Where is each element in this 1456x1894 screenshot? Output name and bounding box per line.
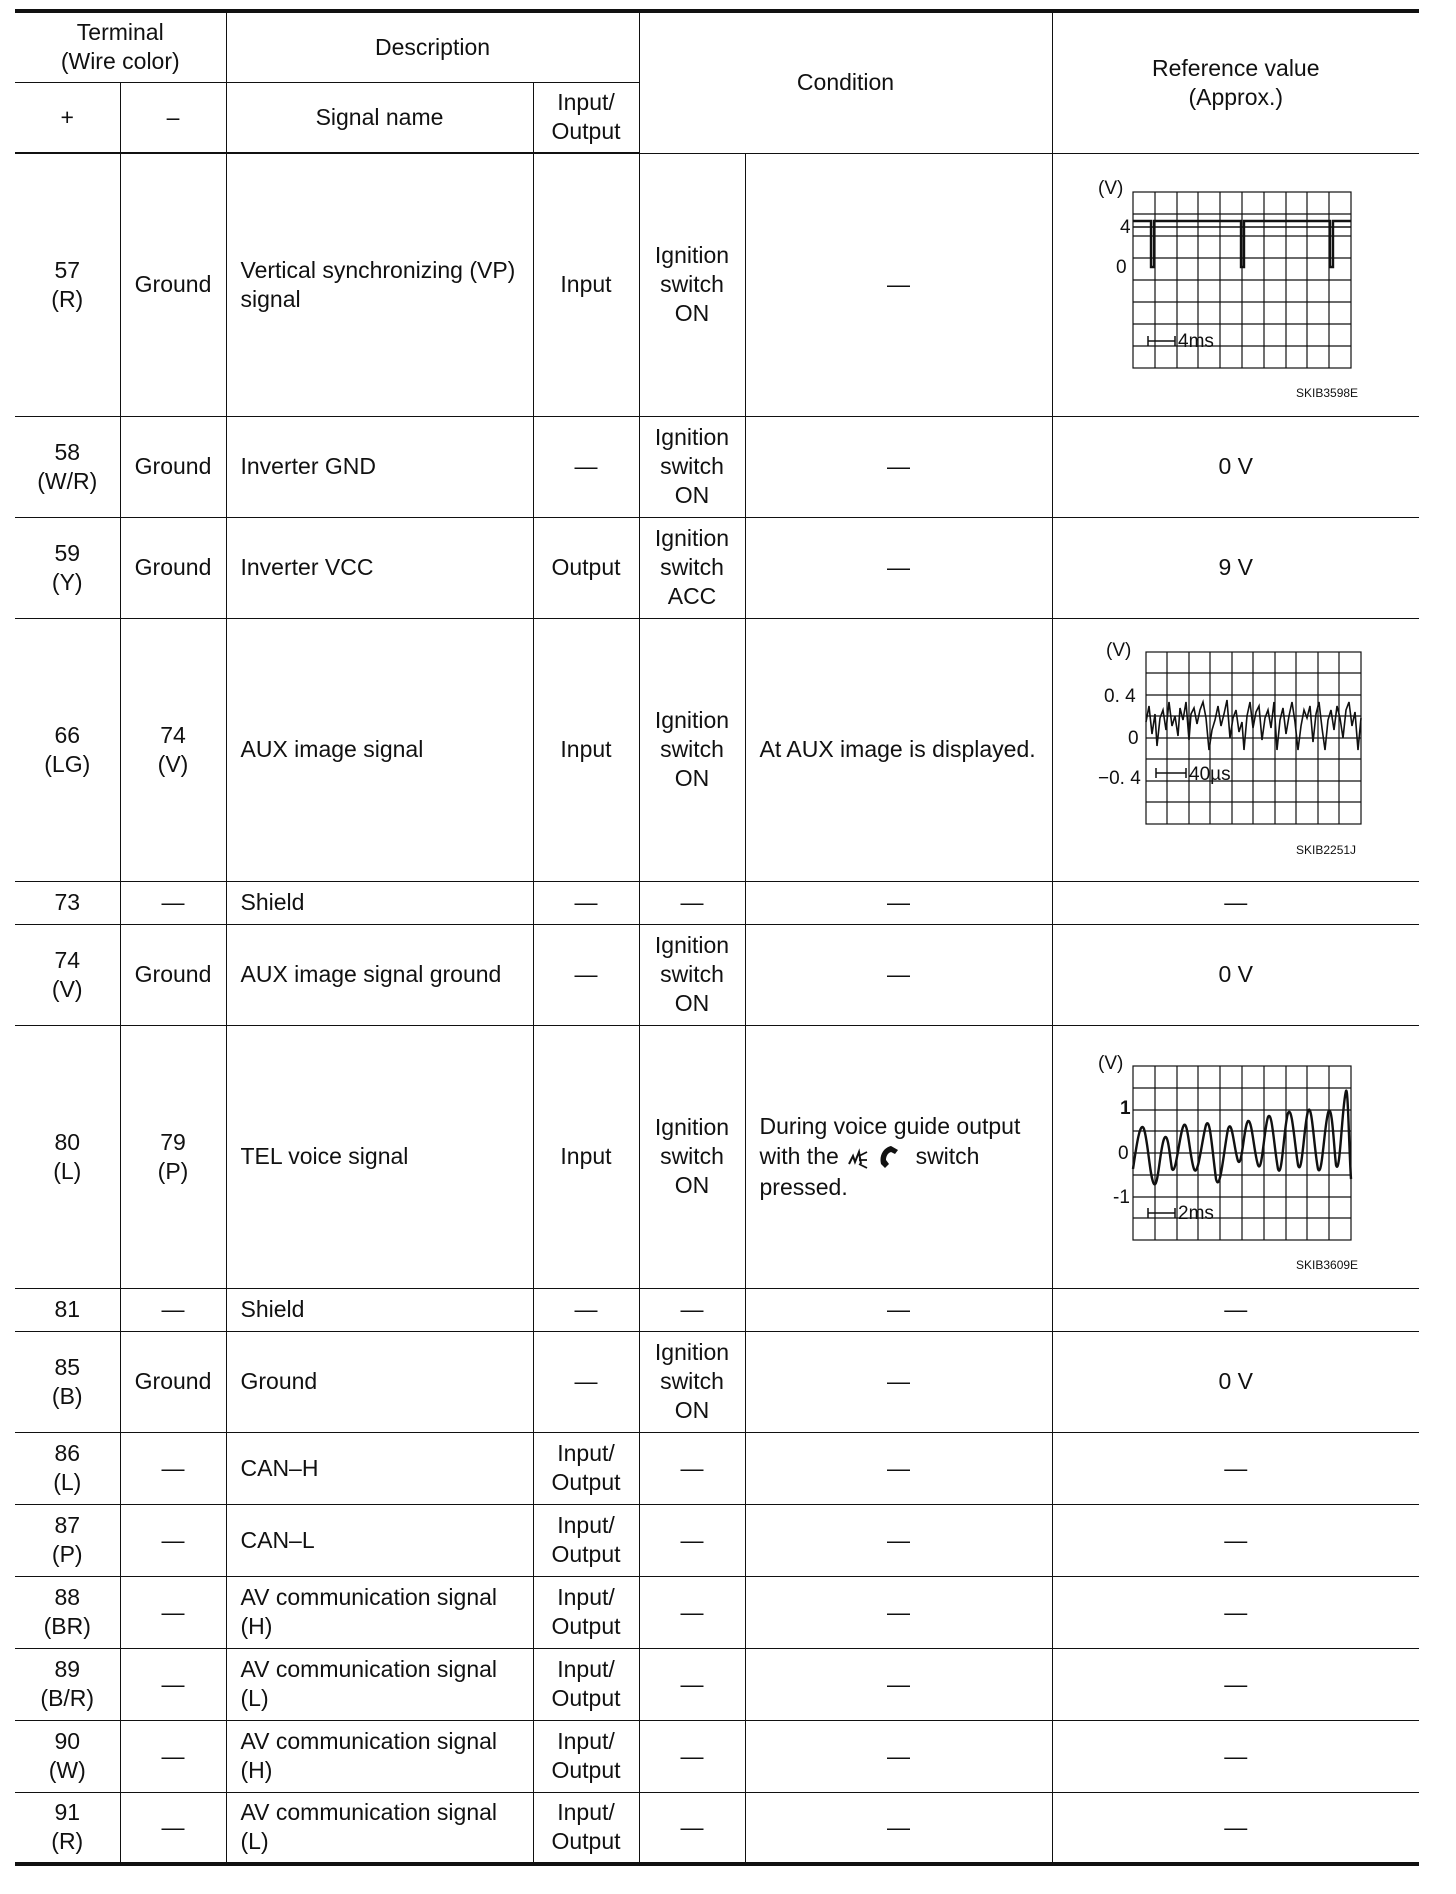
vp-waveform (1056, 157, 1416, 412)
negative-cell (120, 618, 226, 881)
signal-name-2: signal (240, 285, 301, 312)
negative-cell: — (120, 1720, 226, 1792)
wire-color: (P) (51, 1541, 83, 1567)
terminal-cell (15, 1331, 120, 1432)
voice-phone-switch-icon (845, 1142, 909, 1172)
terminal-table (15, 9, 1419, 1866)
aux-time-label: 40µs (1188, 764, 1231, 785)
vp-time-label: 4ms (1177, 331, 1214, 352)
cond-line2: switch (660, 1368, 724, 1394)
cond-line2: switch (660, 554, 724, 580)
terminal-cell: 73 (15, 881, 120, 924)
condition-detail-cell: At AUX image is displayed. (745, 618, 1052, 881)
io-header-line2: Output (551, 118, 621, 145)
signal-name-cell: TEL voice signal (226, 1025, 533, 1288)
terminal-cell (15, 618, 120, 881)
signal-name: AV communication signal (240, 1656, 498, 1682)
approx-label: (Approx.) (1188, 83, 1284, 110)
terminal-header (15, 11, 226, 82)
io-cell: — (533, 416, 639, 517)
reference-value-cell: 9 V (1052, 517, 1419, 618)
terminal-number: 74 (54, 946, 81, 973)
io-cell (533, 1504, 639, 1576)
wire-color: (R) (51, 1828, 84, 1855)
terminal-number: 90 (54, 1728, 81, 1754)
condition-detail-cell: — (745, 153, 1052, 416)
negative-cell: — (120, 1792, 226, 1864)
condition-detail-cell: — (745, 1288, 1052, 1331)
wire-color: (V) (51, 975, 83, 1002)
table-row (15, 1025, 1419, 1288)
io-cell: Input (533, 153, 639, 416)
io-line2: Output (551, 1685, 621, 1711)
terminal-label: Terminal (76, 19, 164, 46)
wire-color: (L) (53, 1469, 82, 1495)
signal-name-cell: CAN–H (226, 1432, 533, 1504)
io-header (533, 82, 639, 153)
vp-unit: (V) (1097, 178, 1124, 199)
io-cell: — (533, 881, 639, 924)
condition-detail-cell: — (745, 1576, 1052, 1648)
signal-name-cell: Shield (226, 881, 533, 924)
table-row (15, 517, 1419, 618)
terminal-cell (15, 416, 120, 517)
condition-detail-cell: — (745, 416, 1052, 517)
io-cell: — (533, 1331, 639, 1432)
condition-cell (639, 924, 745, 1025)
cond-line1: Ignition (654, 707, 730, 733)
condition-detail-cell: — (745, 1792, 1052, 1864)
terminal-cell (15, 1792, 120, 1864)
negative-cell: Ground (120, 517, 226, 618)
io-line2: Output (551, 1757, 621, 1783)
reference-value-label: Reference value (1152, 54, 1320, 81)
cond-line3: ON (674, 765, 710, 791)
negative-wire-color: (V) (157, 750, 189, 777)
minus-header: – (120, 82, 226, 153)
table-row (15, 1720, 1419, 1792)
reference-value-cell: 0 V (1052, 1331, 1419, 1432)
table-row (15, 618, 1419, 881)
reference-value-cell: — (1052, 881, 1419, 924)
cond-line2: switch (660, 453, 724, 479)
tel-cond-line1: During voice guide output (759, 1112, 1021, 1139)
io-cell: — (533, 924, 639, 1025)
reference-value-header (1052, 11, 1419, 153)
terminal-cell (15, 1432, 120, 1504)
signal-name-cell (226, 1720, 533, 1792)
condition-cell: — (639, 1720, 745, 1792)
io-cell (533, 1432, 639, 1504)
io-cell (533, 1720, 639, 1792)
signal-name: AV communication signal (240, 1728, 498, 1754)
terminal-number: 91 (54, 1799, 81, 1826)
signal-name-cell: Shield (226, 1288, 533, 1331)
io-cell (533, 1576, 639, 1648)
condition-cell (639, 517, 745, 618)
cond-line2: switch (660, 961, 724, 987)
condition-header: Condition (639, 11, 1052, 153)
aux-unit: (V) (1105, 640, 1132, 661)
io-line1: Input/ (557, 1728, 615, 1754)
signal-name: AV communication signal (240, 1799, 498, 1826)
wire-color: (BR) (43, 1613, 91, 1639)
signal-name-cell: AUX image signal (226, 618, 533, 881)
wire-color: (B) (51, 1382, 83, 1409)
terminal-cell (15, 1648, 120, 1720)
wire-color: (W) (48, 1757, 86, 1783)
cond-line1: Ignition (654, 525, 730, 551)
condition-detail-cell: — (745, 517, 1052, 618)
tel-y-mid: 0 (1117, 1143, 1129, 1164)
io-cell: — (533, 1288, 639, 1331)
io-cell: Output (533, 517, 639, 618)
signal-name-cell: CAN–L (226, 1504, 533, 1576)
aux-y-mid: 0 (1127, 728, 1139, 749)
negative-cell: — (120, 1288, 226, 1331)
condition-detail-cell: — (745, 881, 1052, 924)
tel-y-high: 1 (1119, 1098, 1131, 1119)
negative-cell (120, 1025, 226, 1288)
header-row-1 (15, 11, 1419, 82)
cond-line3: ON (674, 1397, 710, 1423)
signal-name: AV communication signal (240, 1584, 498, 1610)
cond-line1: Ignition (654, 1114, 730, 1140)
terminal-number: 89 (54, 1656, 81, 1682)
negative-cell: — (120, 1576, 226, 1648)
io-cell (533, 1792, 639, 1864)
io-line1: Input/ (557, 1656, 615, 1682)
table-row (15, 1432, 1419, 1504)
tel-cond-switch: switch (915, 1142, 980, 1169)
vp-y-low: 0 (1115, 257, 1127, 278)
table-row (15, 1288, 1419, 1331)
signal-name-cell (226, 153, 533, 416)
terminal-cell (15, 517, 120, 618)
wire-color-label: (Wire color) (60, 48, 180, 75)
signal-name-cell: Ground (226, 1331, 533, 1432)
condition-detail-cell: — (745, 1720, 1052, 1792)
table-row (15, 1792, 1419, 1864)
io-line2: Output (551, 1541, 621, 1567)
reference-value-cell: — (1052, 1504, 1419, 1576)
table-row (15, 1576, 1419, 1648)
terminal-number: 59 (54, 539, 81, 566)
cond-line3: ACC (667, 583, 717, 609)
negative-cell: — (120, 1432, 226, 1504)
wire-color: (B/R) (40, 1685, 95, 1711)
negative-cell: — (120, 1504, 226, 1576)
terminal-cell (15, 1504, 120, 1576)
signal-name-cell (226, 1792, 533, 1864)
cond-line1: Ignition (654, 242, 730, 268)
terminal-number: 66 (54, 721, 81, 748)
aux-y-high: 0. 4 (1103, 686, 1136, 707)
condition-detail-cell: — (745, 1648, 1052, 1720)
wire-color: (Y) (51, 568, 83, 595)
condition-cell: — (639, 1792, 745, 1864)
terminal-cell (15, 1576, 120, 1648)
io-line1: Input/ (557, 1584, 615, 1610)
signal-name-cell (226, 1576, 533, 1648)
negative-cell: Ground (120, 1331, 226, 1432)
cond-line3: ON (674, 482, 710, 508)
condition-cell (639, 153, 745, 416)
condition-cell: — (639, 1648, 745, 1720)
tel-unit: (V) (1097, 1053, 1124, 1074)
signal-name-cell: Inverter VCC (226, 517, 533, 618)
signal-name-2: (H) (240, 1613, 273, 1639)
condition-detail-cell: — (745, 924, 1052, 1025)
reference-value-cell: 0 V (1052, 416, 1419, 517)
table-row (15, 881, 1419, 924)
negative-terminal: 79 (160, 1128, 186, 1155)
aux-y-low: −0. 4 (1097, 768, 1141, 789)
io-line1: Input/ (557, 1799, 615, 1826)
negative-cell: Ground (120, 416, 226, 517)
condition-cell: — (639, 881, 745, 924)
signal-name-cell (226, 1648, 533, 1720)
signal-name-2: (L) (240, 1685, 269, 1711)
reference-waveform-cell (1052, 618, 1419, 881)
cond-line2: switch (660, 271, 724, 297)
reference-value-cell: — (1052, 1792, 1419, 1864)
tel-figure-code: SKIB3609E (1295, 1258, 1358, 1272)
terminal-number: 57 (54, 256, 81, 283)
tel-cond-line2 (760, 1141, 1046, 1173)
condition-cell: — (639, 1504, 745, 1576)
cond-line1: Ignition (654, 1339, 730, 1365)
cond-line3: ON (674, 990, 710, 1016)
io-cell: Input (533, 1025, 639, 1288)
negative-terminal: 74 (160, 721, 186, 748)
reference-waveform-cell (1052, 153, 1419, 416)
condition-cell (639, 1025, 745, 1288)
tel-cond-line3: pressed. (759, 1174, 848, 1201)
condition-cell (639, 416, 745, 517)
io-line2: Output (551, 1828, 621, 1855)
condition-detail-cell: — (745, 1331, 1052, 1432)
cond-line2: switch (660, 1143, 724, 1169)
terminal-number: 80 (54, 1128, 81, 1155)
vp-figure-code: SKIB3598E (1295, 386, 1358, 400)
condition-detail-cell (745, 1025, 1052, 1288)
negative-wire-color: (P) (157, 1157, 189, 1184)
terminal-cell (15, 1720, 120, 1792)
wire-color: (L) (53, 1157, 82, 1184)
io-cell: Input (533, 618, 639, 881)
signal-name: Vertical synchronizing (VP) (240, 256, 516, 283)
terminal-reference-table-page (15, 9, 1419, 1866)
tel-time-label: 2ms (1177, 1203, 1214, 1224)
terminal-number: 58 (54, 438, 81, 465)
cond-line1: Ignition (654, 424, 730, 450)
cond-line3: ON (674, 1172, 710, 1198)
reference-value-cell: — (1052, 1432, 1419, 1504)
signal-name-2: (H) (240, 1757, 273, 1783)
condition-cell: — (639, 1288, 745, 1331)
io-cell (533, 1648, 639, 1720)
terminal-cell (15, 153, 120, 416)
terminal-number: 85 (54, 1353, 81, 1380)
plus-header: + (15, 82, 120, 153)
cond-line3: ON (674, 300, 710, 326)
condition-cell (639, 618, 745, 881)
signal-name-cell: AUX image signal ground (226, 924, 533, 1025)
reference-value-cell: — (1052, 1288, 1419, 1331)
reference-waveform-cell (1052, 1025, 1419, 1288)
wire-color: (LG) (44, 750, 91, 777)
terminal-cell (15, 924, 120, 1025)
reference-value-cell: — (1052, 1648, 1419, 1720)
wire-color: (R) (51, 285, 84, 312)
reference-value-cell: — (1052, 1720, 1419, 1792)
tel-waveform (1056, 1029, 1416, 1284)
description-header: Description (226, 11, 639, 82)
io-line2: Output (551, 1613, 621, 1639)
reference-value-cell: 0 V (1052, 924, 1419, 1025)
terminal-number: 87 (54, 1512, 81, 1538)
terminal-number: 86 (54, 1440, 81, 1466)
terminal-number: 88 (54, 1584, 81, 1610)
condition-detail-cell: — (745, 1504, 1052, 1576)
tel-cond-with-the: with the (759, 1142, 839, 1169)
vp-y-high: 4 (1119, 217, 1131, 238)
table-row (15, 416, 1419, 517)
io-line2: Output (551, 1469, 621, 1495)
terminal-cell: 81 (15, 1288, 120, 1331)
negative-cell: — (120, 1648, 226, 1720)
negative-cell: Ground (120, 924, 226, 1025)
negative-cell: — (120, 881, 226, 924)
table-row (15, 1504, 1419, 1576)
aux-waveform (1056, 622, 1416, 877)
cond-line2: switch (660, 736, 724, 762)
table-row (15, 1331, 1419, 1432)
condition-cell: — (639, 1432, 745, 1504)
table-row (15, 924, 1419, 1025)
condition-detail-cell: — (745, 1432, 1052, 1504)
io-line1: Input/ (557, 1440, 615, 1466)
reference-value-cell: — (1052, 1576, 1419, 1648)
aux-figure-code: SKIB2251J (1295, 843, 1356, 857)
table-row (15, 153, 1419, 416)
wire-color: (W/R) (37, 467, 98, 494)
condition-cell (639, 1331, 745, 1432)
cond-line1: Ignition (654, 932, 730, 958)
condition-cell: — (639, 1576, 745, 1648)
io-header-line1: Input/ (557, 89, 615, 116)
signal-name-cell: Inverter GND (226, 416, 533, 517)
table-row (15, 1648, 1419, 1720)
signal-name-2: (L) (240, 1828, 269, 1855)
vp-trace (1133, 221, 1351, 267)
terminal-cell (15, 1025, 120, 1288)
signal-name-header: Signal name (226, 82, 533, 153)
io-line1: Input/ (557, 1512, 615, 1538)
negative-cell: Ground (120, 153, 226, 416)
tel-y-low: -1 (1112, 1187, 1130, 1208)
